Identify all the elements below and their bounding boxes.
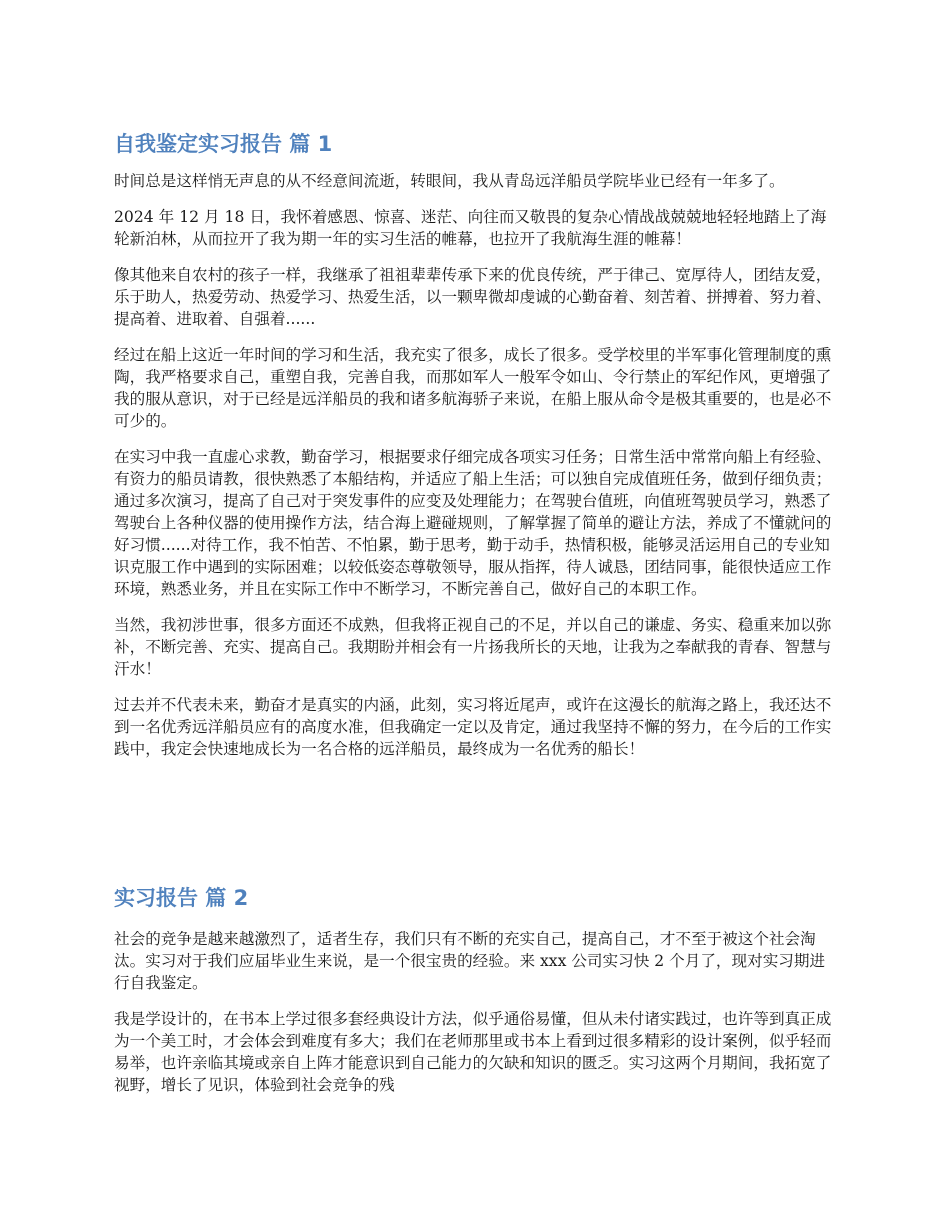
paragraph: 过去并不代表未来，勤奋才是真实的内涵，此刻，实习将近尾声，或许在这漫长的航海之路上，我还达不到一名优秀远洋船员应有的高度水准，但我确定一定以及肯定，通过我坚持不懈的努力，在今后的工作实践中，我定会快速地成长为一名合格的远洋船员，最终成为一名优秀的船长！ [114, 696, 832, 758]
paragraph: 经过在船上这近一年时间的学习和生活，我充实了很多，成长了很多。受学校里的半军事化管理制度的熏陶，我严格要求自己，重塑自我，完善自我，而那如军人一般军令如山、令行禁止的军纪作风，更增强了我的服从意识，对于已经是远洋船员的我和诸多航海骄子来说，在船上服从命令是极其重要的，也是必不可少的。 [114, 346, 832, 430]
section-title: 实习报告 篇 2 [114, 886, 249, 910]
section-title: 自我鉴定实习报告 篇 1 [114, 132, 333, 156]
paragraph: 社会的竞争是越来越激烈了，适者生存，我们只有不断的充实自己，提高自己，才不至于被这个社会淘汰。实习对于我们应届毕业生来说，是一个很宝贵的经验。来 xxx 公司实习快 2 个月了，现对实习期进行自我鉴定。 [114, 930, 826, 992]
paragraph: 我是学设计的，在书本上学过很多套经典设计方法，似乎通俗易懂，但从未付诸实践过，也许等到真正成为一个美工时，才会体会到难度有多大；我们在老师那里或书本上看到过很多精彩的设计案例，似乎轻而易举，也许亲临其境或亲自上阵才能意识到自己能力的欠缺和知识的匮乏。实习这两个月期间，我拓宽了视野，增长了见识，体验到社会竞争的残 [114, 1010, 832, 1094]
section-body [114, 170, 838, 774]
paragraph: 当然，我初涉世事，很多方面还不成熟，但我将正视自己的不足，并以自己的谦虚、务实、稳重来加以弥补，不断完善、充实、提高自己。我期盼并相会有一片扬我所长的天地，让我为之奉献我的青春、智慧与汗水！ [114, 616, 832, 678]
paragraph: 像其他来自农村的孩子一样，我继承了祖祖辈辈传承下来的优良传统，严于律己、宽厚待人，团结友爱，乐于助人，热爱劳动、热爱学习、热爱生活，以一颗卑微却虔诚的心勤奋着、刻苦着、拼搏着、努力着、提高着、进取着、自强着...... [114, 266, 832, 328]
section-body [114, 928, 838, 1110]
paragraph: 在实习中我一直虚心求教，勤奋学习，根据要求仔细完成各项实习任务；日常生活中常常向船上有经验、有资力的船员请教，很快熟悉了本船结构，并适应了船上生活；可以独自完成值班任务，做到仔细负责；通过多次演习，提高了自己对于突发事件的应变及处理能力；在驾驶台值班，向值班驾驶员学习，熟悉了驾驶台上各种仪器的使用操作方法，结合海上避碰规则，了解掌握了简单的避让方法，养成了不懂就问的好习惯......对待工作，我不怕苦、不怕累，勤于思考，勤于动手，热情积极，能够灵活运用自己的专业知识克服工作中遇到的实际困难；以较低姿态尊敬领导，服从指挥，待人诚恳，团结同事，能很快适应工作环境，熟悉业务，并且在实际工作中不断学习，不断完善自己，做好自己的本职工作。 [114, 448, 832, 598]
paragraph: 时间总是这样悄无声息的从不经意间流逝，转眼间，我从青岛远洋船员学院毕业已经有一年多了。 [114, 172, 785, 190]
paragraph: 2024 年 12 月 18 日，我怀着感恩、惊喜、迷茫、向往而又敬畏的复杂心情战战兢兢地轻轻地踏上了海轮新泊林，从而拉开了我为期一年的实习生活的帷幕，也拉开了我航海生涯的帷幕！ [114, 208, 827, 248]
